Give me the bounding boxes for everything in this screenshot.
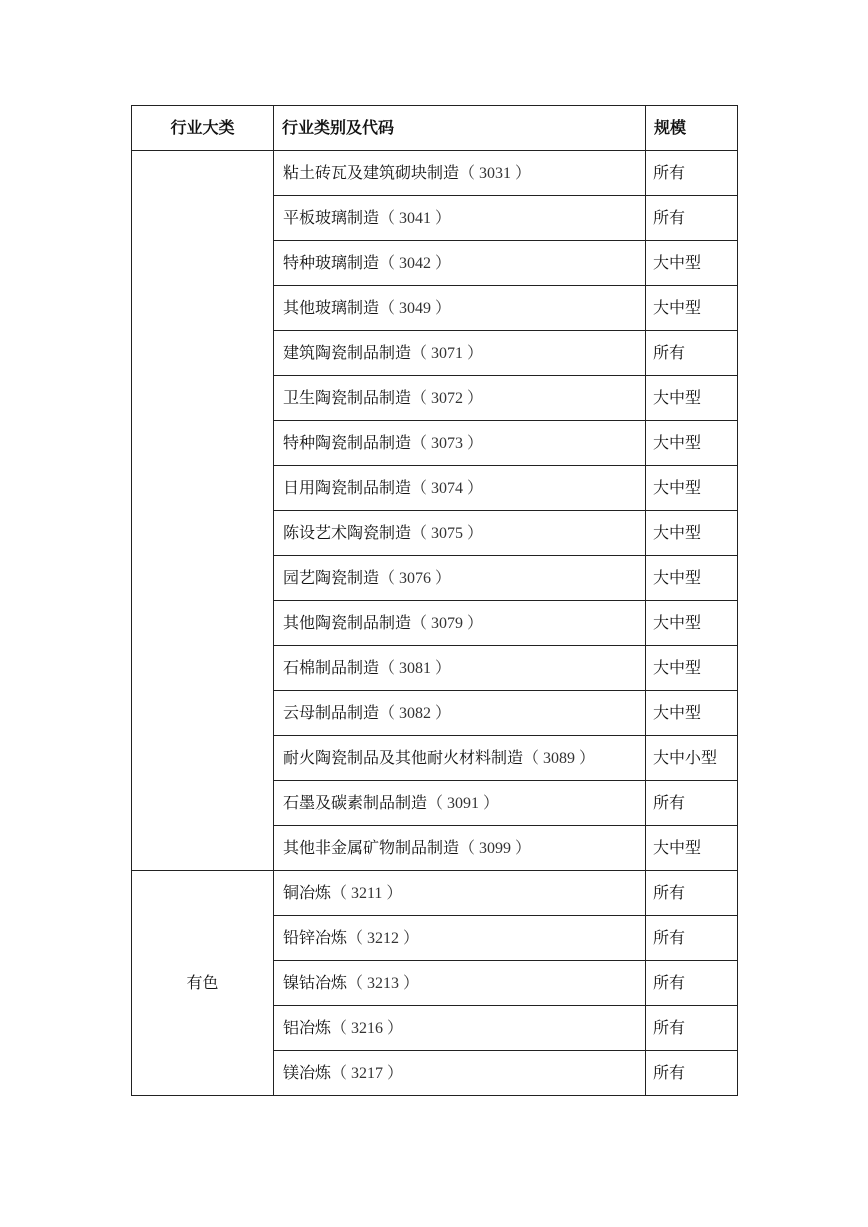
category-code: （ 3072 ）: [411, 389, 484, 407]
category-cell: [274, 691, 646, 736]
category-cell: [274, 736, 646, 781]
category-name: 其他陶瓷制品制造: [283, 612, 412, 632]
category-name: 陈设艺术陶瓷制造: [283, 522, 412, 542]
category-cell: [274, 916, 646, 961]
scale-cell: 所有: [646, 871, 738, 916]
scale-cell: 大中型: [646, 691, 738, 736]
category-name: 镍钴冶炼: [283, 972, 348, 992]
category-cell: [274, 961, 646, 1006]
scale-cell: 大中型: [646, 241, 738, 286]
category-code: （ 3211 ）: [331, 884, 403, 902]
scale-cell: 所有: [646, 151, 738, 196]
category-name: 特种陶瓷制品制造: [283, 432, 412, 452]
scale-cell: 所有: [646, 961, 738, 1006]
category-name: 建筑陶瓷制品制造: [283, 342, 412, 362]
category-name: 其他玻璃制造: [283, 297, 380, 317]
scale-cell: 所有: [646, 1006, 738, 1051]
major-category-cell: 有色: [132, 871, 274, 1096]
category-name: 镁冶炼: [283, 1062, 332, 1082]
category-cell: [274, 601, 646, 646]
category-cell: [274, 826, 646, 871]
category-cell: [274, 1051, 646, 1096]
scale-cell: 大中型: [646, 376, 738, 421]
scale-cell: 所有: [646, 1051, 738, 1096]
category-name: 粘土砖瓦及建筑砌块制造: [283, 162, 460, 182]
category-code: （ 3216 ）: [331, 1019, 404, 1037]
category-cell: [274, 196, 646, 241]
category-code: （ 3074 ）: [411, 479, 484, 497]
category-code: （ 3079 ）: [411, 614, 484, 632]
category-code: （ 3042 ）: [379, 254, 452, 272]
category-code: （ 3082 ）: [379, 704, 452, 722]
scale-cell: 所有: [646, 916, 738, 961]
category-name: 铅锌冶炼: [283, 927, 348, 947]
scale-cell: 大中型: [646, 556, 738, 601]
category-code: （ 3041 ）: [379, 209, 452, 227]
category-cell: [274, 871, 646, 916]
scale-cell: 大中型: [646, 826, 738, 871]
category-cell: [274, 556, 646, 601]
header-scale: 规模: [646, 106, 738, 151]
scale-cell: 大中型: [646, 601, 738, 646]
category-code: （ 3212 ）: [347, 929, 420, 947]
category-code: （ 3099 ）: [459, 839, 532, 857]
category-name: 铝冶炼: [283, 1017, 332, 1037]
category-name: 石棉制品制造: [283, 657, 380, 677]
category-code: （ 3089 ）: [523, 749, 596, 767]
category-cell: [274, 376, 646, 421]
major-category-cell: [132, 151, 274, 871]
header-major-category: 行业大类: [132, 106, 274, 151]
category-name: 云母制品制造: [283, 702, 380, 722]
category-name: 园艺陶瓷制造: [283, 567, 380, 587]
category-name: 特种玻璃制造: [283, 252, 380, 272]
category-code: （ 3091 ）: [427, 794, 500, 812]
category-cell: [274, 646, 646, 691]
scale-cell: 大中型: [646, 646, 738, 691]
category-cell: [274, 331, 646, 376]
category-code: （ 3071 ）: [411, 344, 484, 362]
category-cell: [274, 286, 646, 331]
category-cell: [274, 421, 646, 466]
category-code: （ 3073 ）: [411, 434, 484, 452]
category-cell: [274, 466, 646, 511]
scale-cell: 大中小型: [646, 736, 738, 781]
table-header-row: [132, 106, 738, 151]
table-body: [132, 151, 738, 1096]
category-name: 石墨及碳素制品制造: [283, 792, 428, 812]
table-row: [132, 151, 738, 196]
category-code: （ 3213 ）: [347, 974, 420, 992]
category-name: 日用陶瓷制品制造: [283, 477, 412, 497]
category-code: （ 3049 ）: [379, 299, 452, 317]
scale-cell: 所有: [646, 196, 738, 241]
category-code: （ 3031 ）: [459, 164, 532, 182]
category-cell: [274, 241, 646, 286]
scale-cell: 大中型: [646, 466, 738, 511]
category-name: 平板玻璃制造: [283, 207, 380, 227]
scale-cell: 大中型: [646, 421, 738, 466]
category-name: 卫生陶瓷制品制造: [283, 387, 412, 407]
category-name: 其他非金属矿物制品制造: [283, 837, 460, 857]
header-category-code: 行业类别及代码: [274, 106, 646, 151]
category-name: 铜冶炼: [283, 882, 332, 902]
category-cell: [274, 1006, 646, 1051]
category-code: （ 3217 ）: [331, 1064, 404, 1082]
category-name: 耐火陶瓷制品及其他耐火材料制造: [283, 747, 524, 767]
scale-cell: 大中型: [646, 286, 738, 331]
scale-cell: 大中型: [646, 511, 738, 556]
category-cell: [274, 151, 646, 196]
scale-cell: 所有: [646, 781, 738, 826]
category-cell: [274, 781, 646, 826]
category-code: （ 3075 ）: [411, 524, 484, 542]
table-row: [132, 871, 738, 916]
category-cell: [274, 511, 646, 556]
scale-cell: 所有: [646, 331, 738, 376]
industry-table: [131, 105, 738, 1096]
category-code: （ 3076 ）: [379, 569, 452, 587]
category-code: （ 3081 ）: [379, 659, 452, 677]
